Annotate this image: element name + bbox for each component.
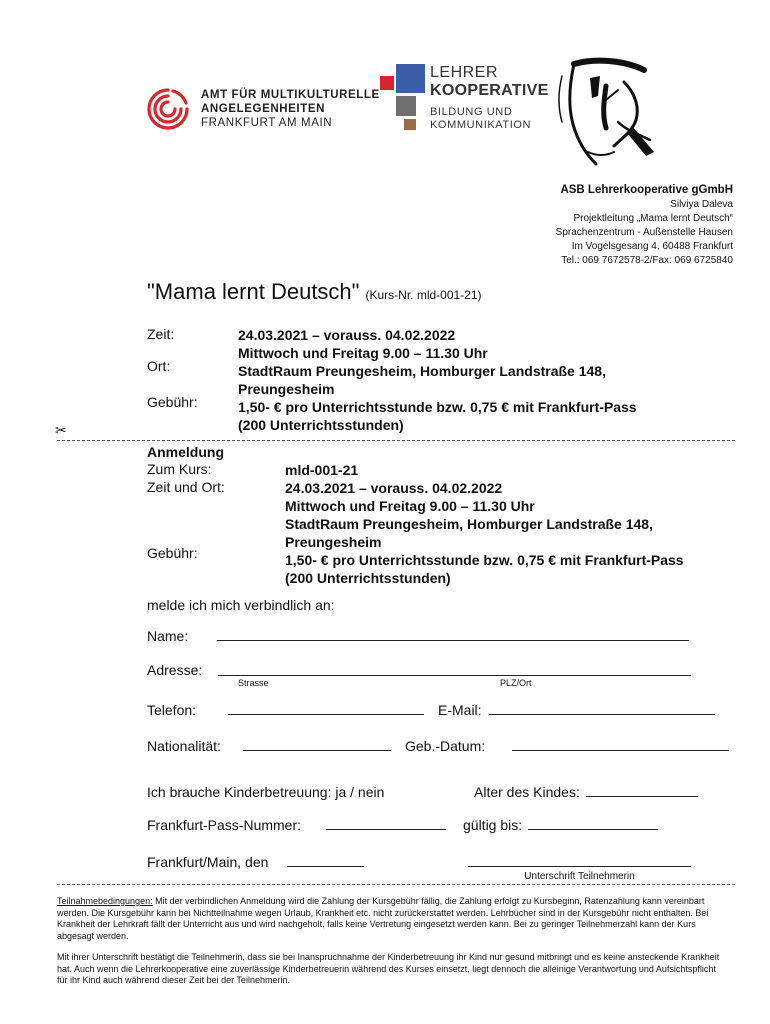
lehrerkooperative-logo-squares: [379, 64, 427, 130]
anmeldung-place-district: Preungesheim: [285, 534, 382, 550]
frankfurt-pass-label: Frankfurt-Pass-Nummer:: [147, 817, 302, 833]
amt-logo-line2: ANGELEGENHEITEN: [201, 103, 326, 115]
signature-field[interactable]: [468, 866, 691, 867]
zeit-ort-label: Zeit und Ort:: [147, 479, 225, 495]
teilnahmebedingungen: [57, 896, 725, 942]
amt-logo-line3: FRANKFURT AM MAIN: [201, 117, 333, 129]
alter-kind-field[interactable]: [586, 796, 698, 797]
amt-logo-line1: AMT FÜR MULTIKULTURELLE: [201, 89, 380, 101]
geb-datum-field[interactable]: [512, 750, 729, 751]
anmeldung-fee: 1,50- € pro Unterrichtsstunde bzw. 0,75 € mit Frankfurt-Pass: [285, 552, 684, 568]
amt-logo-emblem: [145, 86, 191, 132]
lk-logo-line1: LEHRER: [430, 64, 498, 81]
org-role: Projektleitung „Mama lernt Deutsch“: [573, 213, 733, 224]
name-label: Name:: [147, 628, 189, 644]
course-info-values: [238, 326, 637, 434]
cut-line-divider: [57, 440, 735, 441]
lk-logo-line3: BILDUNG UND: [430, 106, 513, 118]
adresse-field[interactable]: [218, 675, 691, 676]
info-hours: (200 Unterrichtsstunden): [238, 417, 404, 433]
conditions-text: Mit der verbindlichen Anmeldung wird die Zahlung der Kursgebühr fällig, die Zahlung erfolgt zu Kursbeginn, Ratenzahlung kann vereinbart werden. Die Kursgebühr kann bei Nichtteilnahme wegen Urlaub, Krankheit etc. nicht zurückerstattet werden. Lehrbücher sind in der Kursgebühr nicht enthalten. Bei Krankheit der Lehrkraft fällt der Unterricht aus und wird nachgeholt, falls keine Vertretung eingesetzt werden kann. Bei zu geringer Teilnehmerzahl kann der Kurs abgesagt werden.: [57, 896, 709, 941]
page-title: [147, 279, 482, 305]
lehrerkooperative-logo-text: [430, 64, 549, 132]
org-name: ASB Lehrerkooperative gGmbH: [560, 184, 733, 196]
telefon-label: Telefon:: [147, 702, 197, 718]
anmeldung-place: StadtRaum Preungesheim, Homburger Landstraße 148,: [285, 516, 653, 532]
anmeldung-hours: (200 Unterrichtsstunden): [285, 570, 451, 586]
nationalitaet-label: Nationalität:: [147, 738, 221, 754]
name-field[interactable]: [217, 640, 689, 641]
info-date: 24.03.2021 – vorauss. 04.02.2022: [238, 327, 456, 343]
gueltig-bis-field[interactable]: [528, 829, 658, 830]
unterschrift-label: Unterschrift Teilnehmerin: [524, 871, 635, 882]
course-title: "Mama lernt Deutsch": [147, 279, 360, 304]
anmeldung-time: Mittwoch und Freitag 9.00 – 11.30 Uhr: [285, 498, 535, 514]
email-label: E-Mail:: [438, 702, 482, 718]
org-address: Im Vogelsgesang 4, 60488 Frankfurt: [571, 241, 733, 252]
anmeldung-course: mld-001-21: [285, 462, 359, 478]
conditions-title: Teilnahmebedingungen:: [57, 896, 153, 906]
geb-datum-label: Geb.-Datum:: [405, 738, 486, 754]
org-center: Sprachenzentrum - Außenstelle Hausen: [555, 227, 733, 238]
amt-logo-text: [201, 88, 380, 130]
zum-kurs-label: Zum Kurs:: [147, 461, 212, 477]
scissors-icon: ✂: [55, 422, 67, 438]
adresse-label: Adresse:: [147, 662, 203, 678]
childcare-notice: Mit ihrer Unterschrift bestätigt die Teilnehmerin, dass sie bei Inanspruchnahme der Kinderbetreuung ihr Kind nur gesund mitbringt und es keine ansteckende Krankheit hat. Auch wenn die Lehrerkooperative eine zuverlässige Kinderbetreuerin während des Kurses einsetzt, liegt dennoch die alleinige Verantwortung und Aufsichtspflicht für ihr Kind auch während dieser Zeit bei der Teilnehmerin.: [57, 952, 720, 985]
ort-datum-label: Frankfurt/Main, den: [147, 854, 269, 870]
zeit-label: Zeit:: [147, 326, 175, 342]
org-phone: Tel.: 069 7672578-2/Fax: 069 6725840: [561, 255, 733, 266]
form-intro: melde ich mich verbindlich an:: [147, 597, 335, 613]
anmeldung-date: 24.03.2021 – vorauss. 04.02.2022: [285, 480, 503, 496]
lk-logo-line4: KOMMUNIKATION: [430, 119, 532, 131]
strasse-hint: Strasse: [238, 678, 269, 688]
org-person: Silviya Daleva: [670, 199, 733, 210]
ort-label: Ort:: [147, 358, 171, 374]
organisation-address: [556, 182, 733, 268]
gebuehr-label: Gebühr:: [147, 394, 198, 410]
anmeldung-values: [285, 461, 684, 587]
plz-ort-hint: PLZ/Ort: [500, 678, 532, 688]
datum-field[interactable]: [287, 866, 364, 867]
course-number: (Kurs-Nr. mld-001-21): [365, 288, 482, 302]
frankfurt-pass-field[interactable]: [326, 829, 446, 830]
telefon-field[interactable]: [228, 714, 424, 715]
anmeldung-gebuehr-label: Gebühr:: [147, 545, 198, 561]
info-time: Mittwoch und Freitag 9.00 – 11.30 Uhr: [238, 345, 488, 361]
fine-print-divider: [57, 884, 735, 885]
anmeldung-heading: Anmeldung: [147, 444, 224, 460]
info-place-district: Preungesheim: [238, 381, 335, 397]
info-fee: 1,50- € pro Unterrichtsstunde bzw. 0,75 € mit Frankfurt-Pass: [238, 399, 637, 415]
nationalitaet-field[interactable]: [243, 750, 391, 751]
info-place: StadtRaum Preungesheim, Homburger Landstraße 148,: [238, 363, 606, 379]
lk-logo-line2: KOOPERATIVE: [430, 82, 549, 99]
email-field[interactable]: [489, 714, 715, 715]
gueltig-bis-label: gültig bis:: [463, 817, 523, 833]
kinderbetreuung-label: Ich brauche Kinderbetreuung: ja / nein: [147, 784, 385, 800]
alter-kind-label: Alter des Kindes:: [474, 784, 580, 800]
face-drawing-illustration: [548, 56, 668, 180]
